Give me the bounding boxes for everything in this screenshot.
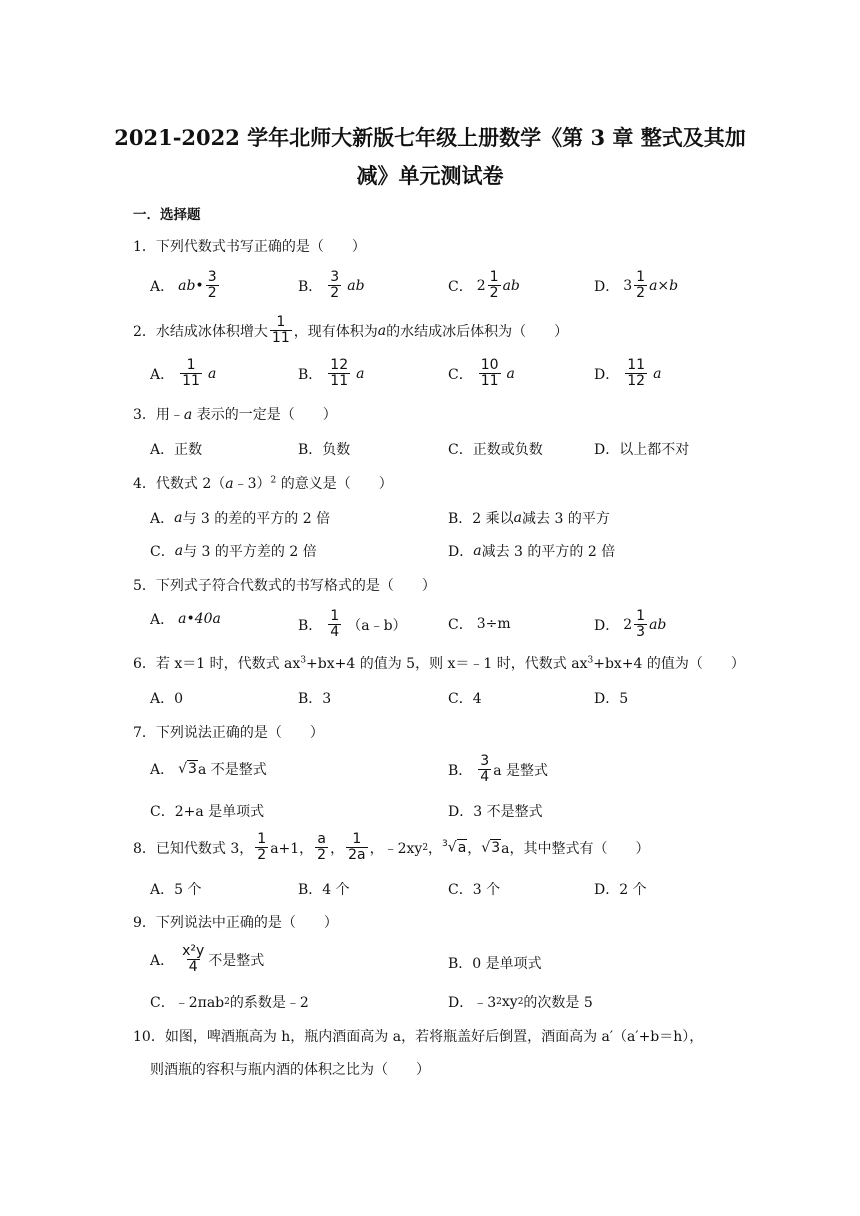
fraction: $\frac{3}{4}$ [480, 753, 490, 785]
q4-option-d: D． a 减去 3 的平方的 2 倍 [448, 543, 616, 560]
q8-option-d: D．2 个 [594, 882, 647, 898]
q9-option-d: D．﹣3 2 xy 2 的次数是 5 [448, 994, 593, 1011]
q3-option-b: B．负数 [298, 442, 351, 458]
q2-option-c: C． $\frac{10}{11}$ a [448, 357, 515, 389]
fraction: $\frac{1}{11}$ [271, 314, 290, 346]
question-7-stem: 7．下列说法正确的是（ ） [133, 725, 324, 741]
fraction: $\frac{a}{2}$ [317, 831, 327, 863]
q4-option-a: A． a 与 3 的差的平方的 2 倍 [150, 510, 331, 527]
question-5-stem: 5．下列式子符合代数式的书写格式的是（ ） [133, 578, 436, 594]
fraction: $\frac{12}{11}$ [330, 357, 349, 389]
q7-option-d: D．3 不是整式 [448, 804, 543, 820]
fraction: $\frac{1}{2}$ [489, 269, 499, 301]
q3-option-a: A．正数 [150, 442, 203, 458]
fraction: $\frac{1}{2}$ [257, 831, 267, 863]
fraction: $\frac{3}{2}$ [330, 269, 340, 301]
question-4-stem: 4．代数式 2（a﹣3）$^2$ 的意义是（ ） [133, 475, 393, 492]
question-3-stem: 3．用﹣a 表示的一定是（ ） [133, 407, 337, 423]
q3-option-c: C．正数或负数 [448, 442, 543, 458]
fraction: $\frac{1}{11}$ [182, 357, 200, 389]
fraction: $\frac{3}{2}$ [207, 269, 217, 301]
q8-option-a: A．5 个 [150, 882, 202, 898]
q5-option-b: B． $\frac{1}{4}$ （a﹣b） [298, 608, 407, 640]
question-9-stem: 9．下列说法中正确的是（ ） [133, 915, 338, 931]
q4-option-c: C． a 与 3 的平方差的 2 倍 [150, 543, 317, 560]
q9-option-c: C．﹣2πab 2 的系数是﹣2 [150, 995, 309, 1011]
q8-option-b: B．4 个 [298, 882, 350, 898]
sqrt-symbol: √3 [178, 761, 197, 777]
q1-option-c: C． 2 $\frac{1}{2}$ ab [448, 269, 520, 301]
fraction: $\frac{11}{12}$ [627, 357, 646, 389]
question-6-stem: 6．若 x＝1 时，代数式 $ax^3+bx+4$ 的值为 5，则 x＝﹣1 时，代数式 $ax^3+bx+4$ 的值为（ ） [133, 655, 745, 672]
section-heading: 一．选择题 [133, 207, 201, 223]
q5-option-c: C． 3÷m [448, 616, 511, 633]
exam-title-line2: 减》单元测试卷 [356, 163, 504, 188]
sqrt-symbol: √3 [481, 839, 501, 856]
fraction: $\frac{\text{x²y}}{4}$ [182, 943, 205, 975]
question-10-stem-line1: 10．如图，啤酒瓶高为 h，瓶内酒面高为 a，若将瓶盖好后倒置，酒面高为 a′（a′+b＝h）， [133, 1029, 704, 1045]
fraction: $\frac{1}{3}$ [636, 608, 646, 640]
q7-option-b: B． $\frac{3}{4}$ a 是整式 [448, 753, 549, 785]
q1-option-d: D． 3 $\frac{1}{2}$ a×b [594, 269, 679, 301]
fraction: $\frac{1}{4}$ [330, 608, 340, 640]
q2-option-b: B． $\frac{12}{11}$ a [298, 357, 365, 389]
q6-option-a: A．0 [150, 691, 184, 707]
q5-option-d: D． 2 $\frac{1}{3}$ ab [594, 608, 667, 640]
question-8-stem: 8．已知代数式 3， $\frac{1}{2}$ a+1， $\frac{a}{2}$ ， $\frac{1}{2a}$ ，﹣2xy 2 ， $^3$√a ， √3 a，其中整式有（ ） [133, 831, 650, 863]
question-1-stem: 1．下列代数式书写正确的是（ ） [133, 239, 366, 255]
q7-option-c: C．2+a 是单项式 [150, 804, 265, 820]
fraction: $\frac{1}{2a}$ [348, 831, 366, 863]
q6-option-b: B．3 [298, 691, 332, 707]
q9-option-a: A． $\frac{\text{x²y}}{4}$ 不是整式 [150, 943, 265, 975]
q6-option-d: D．5 [594, 691, 629, 707]
q2-option-d: D． $\frac{11}{12}$ a [594, 357, 662, 389]
fraction: $\frac{1}{2}$ [636, 269, 646, 301]
fraction: $\frac{10}{11}$ [480, 357, 499, 389]
q5-option-a: A． a•40a [150, 611, 221, 628]
q6-option-c: C．4 [448, 691, 482, 707]
exam-title-line1: 2021-2022 学年北师大新版七年级上册数学《第 3 章 整式及其加 [114, 125, 746, 150]
q1-option-a: A． ab• $\frac{3}{2}$ [150, 269, 217, 301]
q4-option-b: B．2 乘以 a 减去 3 的平方 [448, 510, 610, 527]
q8-option-c: C．3 个 [448, 882, 501, 898]
q9-option-b: B．0 是单项式 [448, 956, 542, 972]
q2-option-a: A． $\frac{1}{11}$ a [150, 357, 217, 389]
q1-option-b: B． $\frac{3}{2}$ ab [298, 269, 365, 301]
cube-root-symbol: $^3$√a [442, 839, 467, 856]
question-2-stem: 2．水结成冰体积增大 $\frac{1}{11}$ ，现有体积为 a 的水结成冰后体积为（ ） [133, 314, 569, 346]
q3-option-d: D．以上都不对 [594, 442, 690, 458]
q7-option-a: A． √3 a 不是整式 [150, 761, 267, 778]
question-10-stem-line2: 则酒瓶的容积与瓶内酒的体积之比为（ ） [150, 1062, 430, 1078]
